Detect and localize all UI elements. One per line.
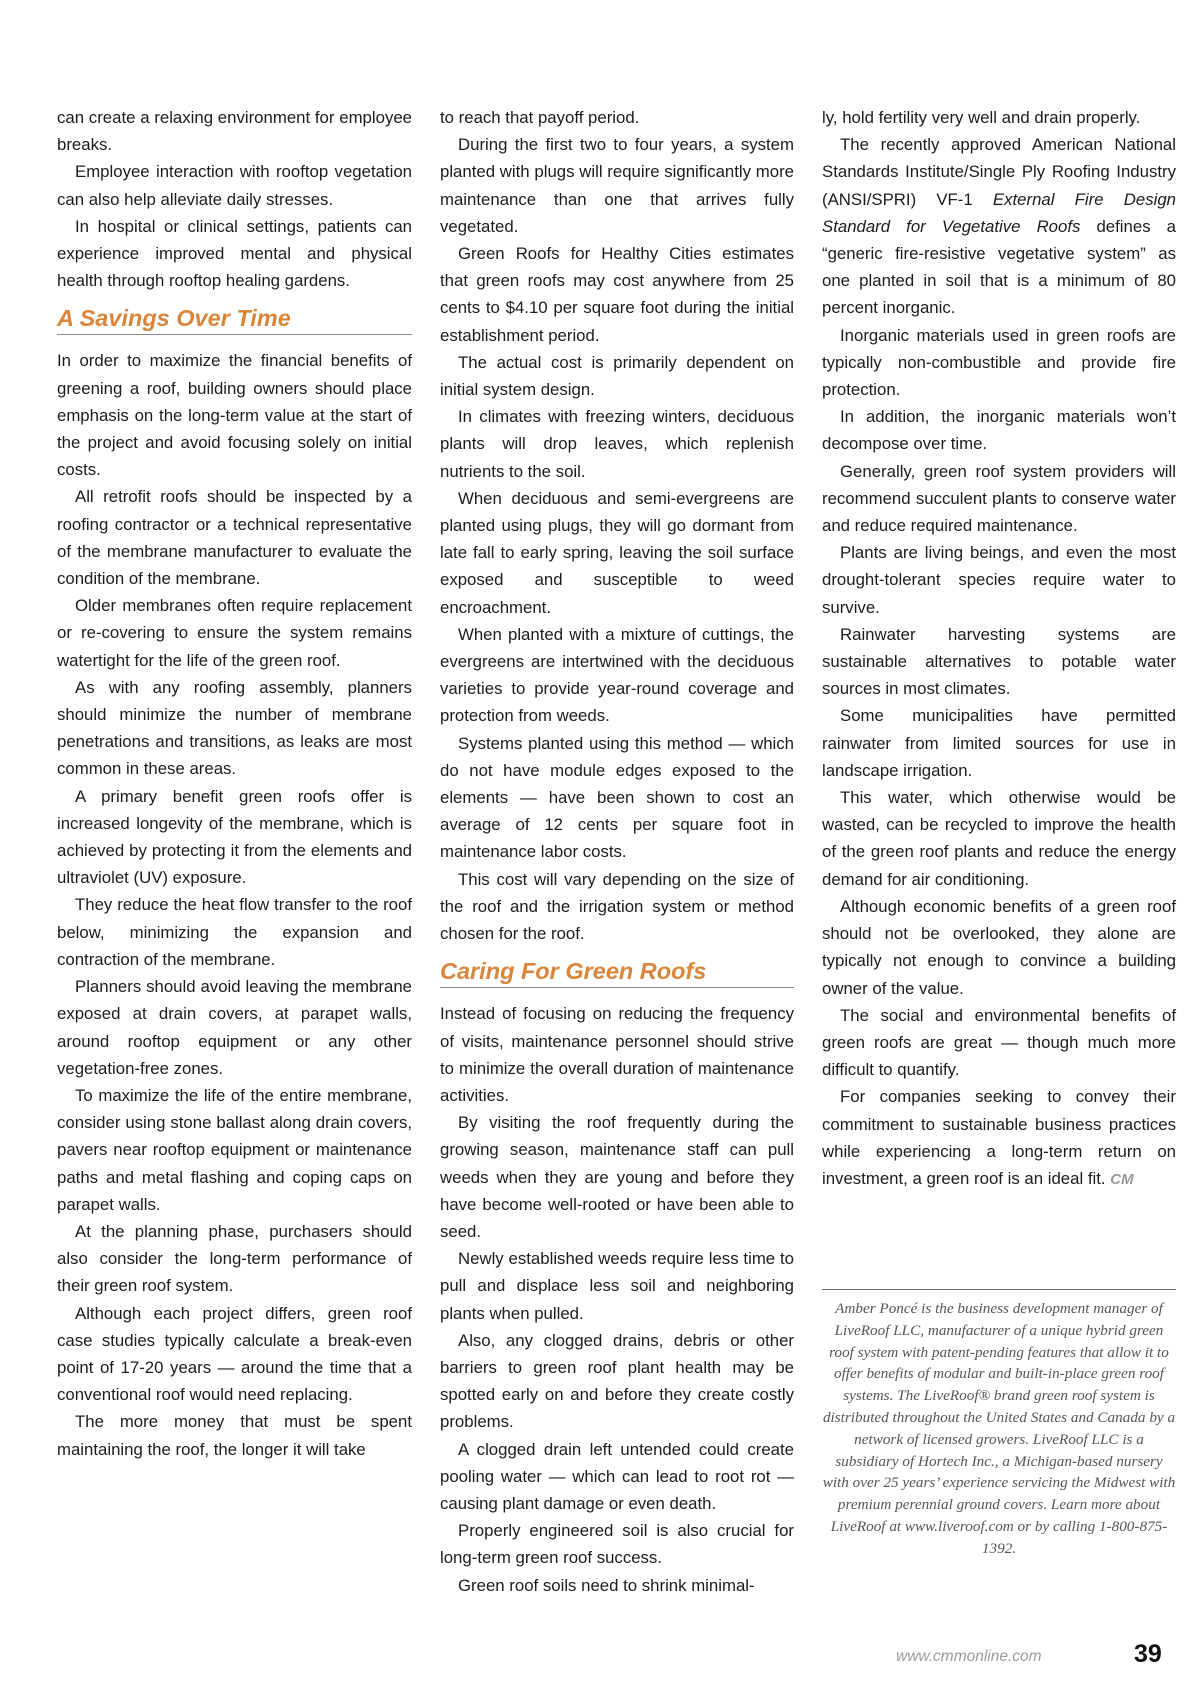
paragraph: Plants are living beings, and even the most drought-tolerant species require water to survive.: [822, 543, 1176, 617]
paragraph: Employee interaction with rooftop vegetation can also help alleviate daily stresses.: [57, 162, 412, 209]
paragraph: When deciduous and semi-evergreens are planted using plugs, they will go dormant from late fall to early spring, leaving the soil surface exposed and susceptible to weed encroachment.: [440, 488, 794, 617]
paragraph: This water, which otherwise would be wasted, can be recycled to improve the health of the green roof plants and reduce the energy demand for air conditioning.: [822, 788, 1176, 889]
paragraph: In order to maximize the financial benefits of greening a roof, building owners should place emphasis on the long-term value at the start of the project and avoid focusing solely on initial costs.: [57, 351, 412, 480]
paragraph: Instead of focusing on reducing the frequency of visits, maintenance personnel should strive to minimize the overall duration of maintenance activities.: [440, 1004, 794, 1105]
paragraph: to reach that payoff period.: [440, 108, 640, 127]
paragraph: By visiting the roof frequently during the growing season, maintenance staff can pull weeds when they are young and before they have become well-rooted or have been able to seed.: [440, 1113, 794, 1241]
section-heading-caring: Caring For Green Roofs: [440, 957, 794, 988]
paragraph: Also, any clogged drains, debris or other barriers to green roof plant health may be spotted early on and before they create costly problems.: [440, 1330, 794, 1432]
end-mark: CM: [1110, 1170, 1134, 1188]
column-2: [440, 104, 794, 1599]
paragraph: The social and environmental benefits of green roofs are great — though much more difficult to quantify.: [822, 1005, 1176, 1080]
paragraph: Older membranes often require replacement or re-covering to ensure the system remains watertight for the life of the green roof.: [57, 596, 412, 670]
paragraph: Generally, green roof system providers will recommend succulent plants to conserve water and reduce required maintenance.: [822, 461, 1176, 536]
paragraph: Green roof soils need to shrink minimal-: [458, 1575, 755, 1595]
paragraph: All retrofit roofs should be inspected by a roofing contractor or a technical representative of the membrane manufacturer to evaluate the condition of the membrane.: [57, 487, 412, 589]
paragraph: When planted with a mixture of cuttings, the evergreens are intertwined with the deciduous varieties to provide year-round coverage and protection from weeds.: [440, 624, 794, 726]
paragraph: Although economic benefits of a green roof should not be overlooked, they alone are typically not enough to convince a building owner of the value.: [822, 896, 1176, 998]
paragraph-text: The recently approved American National Standards Institute/Single Ply Roofing Industry (ANSI/SPRI) VF-1: [822, 135, 1176, 209]
paragraph: During the first two to four years, a system planted with plugs will require significantly more maintenance than one that arrives fully vegetated.: [440, 135, 794, 236]
paragraph: A primary benefit green roofs offer is increased longevity of the membrane, which is achieved by protecting it from the elements and ultraviolet (UV) exposure.: [57, 786, 412, 888]
paragraph: Green Roofs for Healthy Cities estimates that green roofs may cost anywhere from 25 cents to $4.10 per square foot during the initial establishment period.: [440, 244, 794, 345]
paragraph: can create a relaxing environment for employee breaks.: [57, 108, 412, 155]
paragraph: Systems planted using this method — which do not have module edges exposed to the elements — have been shown to cost an average of 12 cents per square foot in maintenance labor costs.: [440, 733, 794, 862]
bio-divider: [822, 1289, 1176, 1290]
paragraph: Properly engineered soil is also crucial for long-term green roof success.: [440, 1521, 794, 1568]
paragraph: In climates with freezing winters, deciduous plants will drop leaves, which replenish nutrients to the soil.: [440, 407, 794, 481]
paragraph: Rainwater harvesting systems are sustainable alternatives to potable water sources in most climates.: [822, 624, 1176, 699]
paragraph: Some municipalities have permitted rainwater from limited sources for use in landscape irrigation.: [822, 706, 1176, 780]
paragraph: They reduce the heat flow transfer to the roof below, minimizing the expansion and contraction of the membrane.: [57, 895, 412, 969]
paragraph: In hospital or clinical settings, patients can experience improved mental and physical health through rooftop healing gardens.: [57, 216, 412, 291]
paragraph: At the planning phase, purchasers should also consider the long-term performance of their green roof system.: [57, 1221, 412, 1296]
paragraph: In addition, the inorganic materials won’t decompose over time.: [822, 407, 1176, 454]
column-3: [822, 104, 1176, 1193]
author-bio: Amber Poncé is the business development manager of LiveRoof LLC, manufacturer of a unique hybrid green roof system with patent-pending features that allow it to offer benefits of modular and built-in-place green roof systems. The LiveRoof® brand green roof system is distributed throughout the United States and Canada by a network of licensed growers. LiveRoof LLC is a subsidiary of Hortech Inc., a Michigan-based nursery with over 25 years’ experience servicing the Midwest with premium perennial ground covers. Learn more about LiveRoof at www.liveroof.com or by calling 1-800-875-1392.: [822, 1300, 1176, 1557]
section-heading-savings: A Savings Over Time: [57, 304, 412, 335]
standard-title: External Fire Design Standard for Vegetative Roofs: [822, 189, 1176, 236]
paragraph: Inorganic materials used in green roofs are typically non-combustible and provide fire protection.: [822, 325, 1176, 400]
paragraph: The actual cost is primarily dependent on initial system design.: [440, 352, 794, 400]
paragraph: Planners should avoid leaving the membrane exposed at drain covers, at parapet walls, around rooftop equipment or any other vegetation-free zones.: [57, 977, 412, 1078]
paragraph: A clogged drain left untended could create pooling water — which can lead to root rot — causing plant damage or even death.: [440, 1439, 794, 1513]
paragraph: [822, 131, 1176, 321]
paragraph: ly, hold fertility very well and drain properly.: [822, 108, 1141, 127]
column-1: [57, 104, 412, 1463]
paragraph: The more money that must be spent maintaining the roof, the longer it will take: [57, 1412, 412, 1459]
paragraph: This cost will vary depending on the size of the roof and the irrigation system or method chosen for the roof.: [440, 869, 794, 944]
paragraph: As with any roofing assembly, planners should minimize the number of membrane penetrations and transitions, as leaks are most common in these areas.: [57, 677, 412, 779]
paragraph: Although each project differs, green roof case studies typically calculate a break-even point of 17-20 years — around the time that a conventional roof would need replacing.: [57, 1303, 412, 1405]
footer-url: www.cmmonline.com: [896, 1648, 1042, 1665]
page-number: 39: [1134, 1640, 1162, 1668]
paragraph: To maximize the life of the entire membrane, consider using stone ballast along drain covers, pavers near rooftop equipment or maintenance paths and metal flashing and coping caps on parapet walls.: [57, 1085, 412, 1214]
paragraph-text: defines a “generic fire-resistive vegetative system” as one planted in soil that is a minimum of 80 percent inorganic.: [822, 216, 1176, 318]
paragraph: Newly established weeds require less time to pull and displace less soil and neighboring plants when pulled.: [440, 1249, 794, 1323]
paragraph: [822, 1083, 1176, 1193]
paragraph-text: For companies seeking to convey their commitment to sustainable business practices while experiencing a long-term return on investment, a green roof is an ideal fit.: [822, 1087, 1176, 1188]
